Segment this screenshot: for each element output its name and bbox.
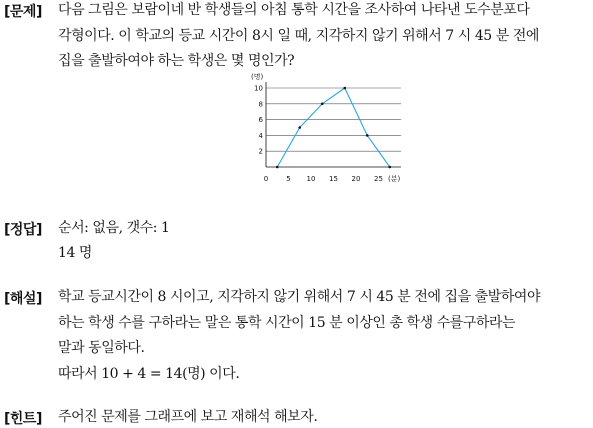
- explanation-line-1: 학교 등교시간이 8 시이고, 지각하지 않기 위해서 7 시 45 분 전에 집을 출발하여야: [58, 289, 541, 305]
- problem-line-3: 집을 출발하여야 하는 학생은 몇 명인가?: [58, 53, 295, 69]
- y-tick-label-10: 10: [254, 84, 263, 93]
- problem-line-2: 각형이다. 이 학교의 등교 시간이 8시 일 때, 지각하지 않기 위해서 7 시 45 분 전에: [58, 28, 539, 44]
- explanation-line-4: 따라서 10 + 4 = 14(명) 이다.: [58, 366, 240, 382]
- frequency-polygon-chart: [248, 72, 408, 186]
- explanation-line-3: 말과 동일하다.: [58, 340, 145, 356]
- data-point-2: [298, 126, 301, 129]
- x-tick-label-20: 20: [351, 175, 361, 183]
- problem-line-1: 다음 그림은 보람이네 반 학생들의 아침 통학 시간을 조사하여 나타낸 도수분포다: [58, 2, 530, 18]
- data-point-4: [343, 87, 346, 90]
- answer-line-2: 14 명: [58, 245, 92, 261]
- chart-gridlines: [266, 88, 401, 151]
- hint-tag: [힌트]: [4, 411, 42, 427]
- explanation-line-2: 하는 학생 수를 구하라는 말은 통학 시간이 15 분 이상인 총 학생 수를구하라는: [58, 315, 516, 331]
- x-tick-label-15: 15: [329, 175, 338, 183]
- problem-tag: [문제]: [4, 4, 42, 20]
- x-tick-label-25: 25: [374, 175, 383, 183]
- y-axis-label: (명): [251, 73, 264, 81]
- series-line: [277, 88, 390, 167]
- data-point-3: [321, 103, 324, 106]
- data-point-6: [388, 166, 391, 169]
- y-tick-label-6: 6: [258, 116, 263, 125]
- y-tick-label-2: 2: [258, 147, 263, 156]
- x-tick-label-0: 0: [263, 175, 269, 183]
- x-tick-label-10: 10: [306, 175, 316, 183]
- y-tick-labels: [254, 85, 263, 156]
- data-point-5: [366, 134, 369, 137]
- series-points: [276, 87, 391, 169]
- x-tick-labels: [264, 175, 383, 183]
- answer-tag: [정답]: [4, 222, 42, 238]
- hint-line-1: 주어진 문제를 그래프에 보고 재해석 해보자.: [58, 409, 318, 425]
- y-tick-label-8: 8: [258, 100, 263, 109]
- answer-line-1: 순서: 없음, 갯수: 1: [58, 220, 170, 236]
- y-tick-label-4: 4: [258, 131, 263, 140]
- data-point-1: [276, 166, 279, 169]
- explanation-tag: [해설]: [4, 291, 42, 307]
- x-axis-label: (분): [388, 175, 401, 183]
- x-tick-label-5: 5: [286, 175, 291, 183]
